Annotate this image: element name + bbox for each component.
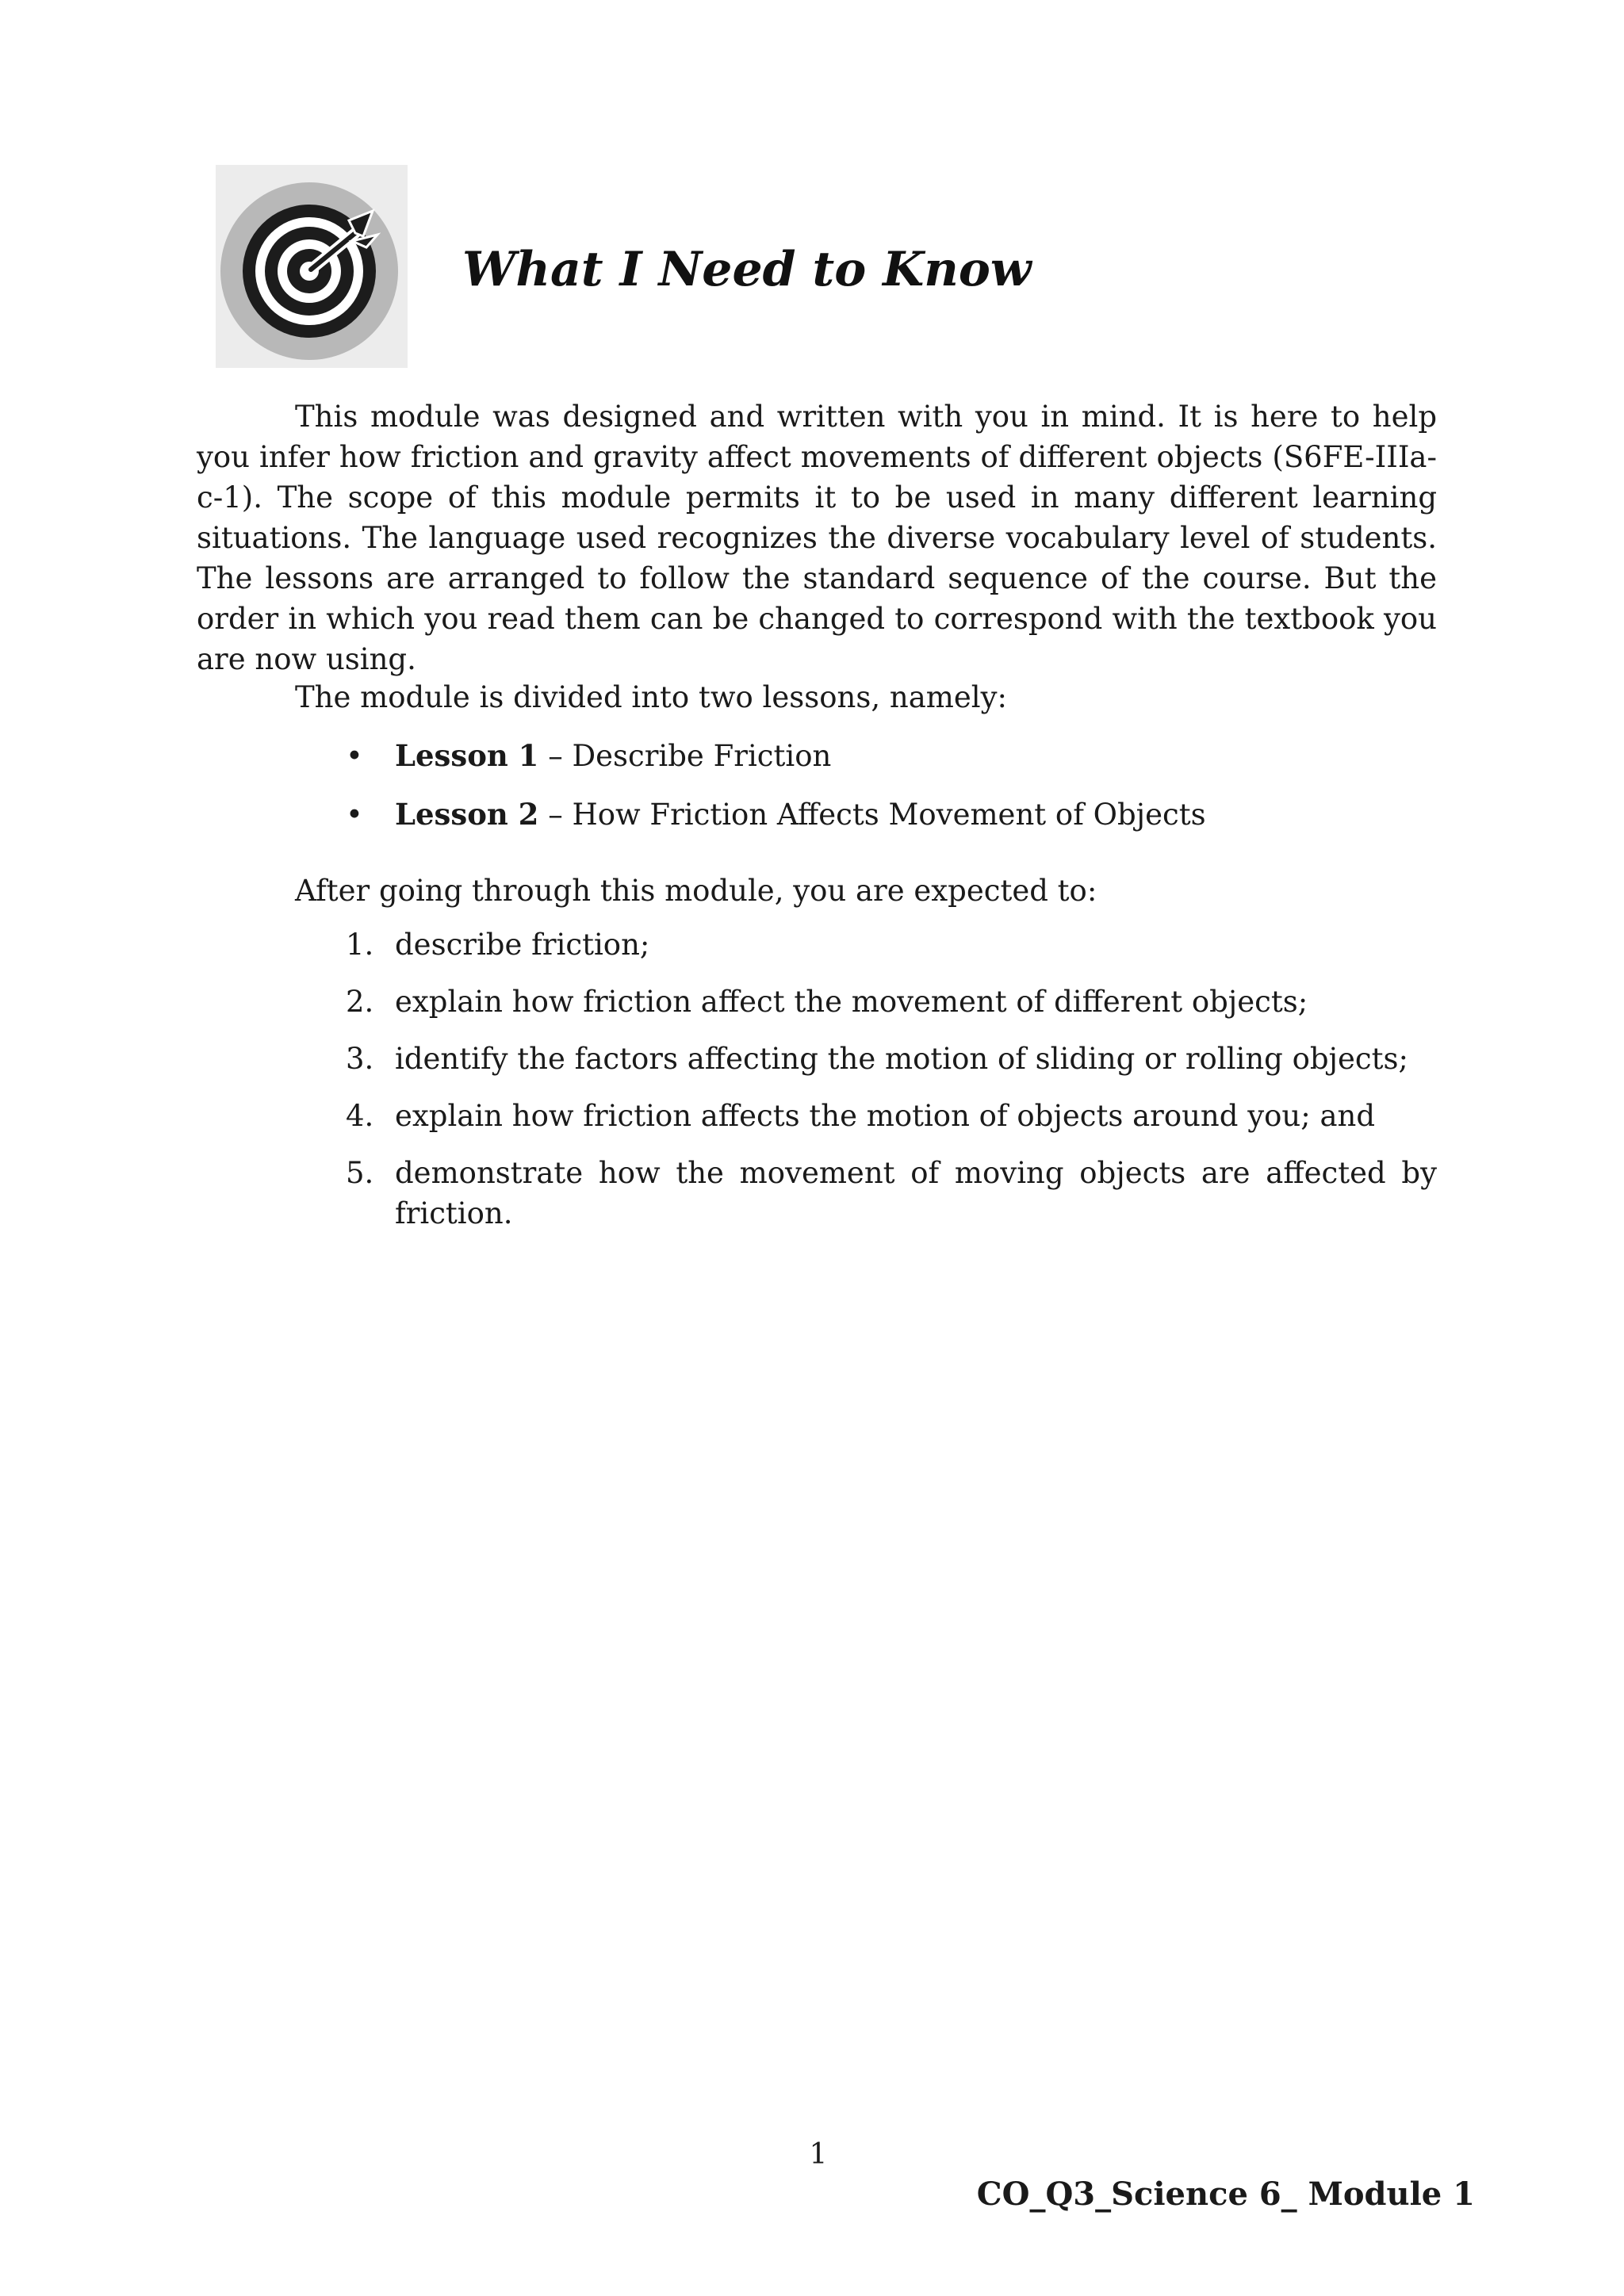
objective-text: identify the factors affecting the motion of sliding or rolling objects; xyxy=(395,1042,1408,1076)
objective-item xyxy=(341,1039,1437,1079)
objective-item xyxy=(341,982,1437,1022)
objective-text: describe friction; xyxy=(395,928,650,962)
lesson-name: Lesson 2 xyxy=(395,797,539,832)
bullet-icon: • xyxy=(346,798,363,832)
objectives-lead-text: After going through this module, you are expected to: xyxy=(295,874,1097,908)
lesson-name: Lesson 1 xyxy=(395,738,539,773)
objective-number: 1. xyxy=(346,928,374,962)
intro-paragraph: This module was designed and written with you in mind. It is here to help you infer how friction and gravity affect movements of different objects (S6FE-IIIa-c-1). The scope of this module permits it to be used in many different learning situations. The language used recognizes the diverse vocabulary level of students. The lessons are arranged to follow the standard sequence of the course. But the order in which you read them can be changed to correspond with the textbook you are now using. xyxy=(197,400,1437,676)
lesson-description: – How Friction Affects Movement of Objects xyxy=(538,798,1206,832)
objective-text: explain how friction affect the movement of different objects; xyxy=(395,985,1308,1019)
lesson-description: – Describe Friction xyxy=(538,739,832,773)
objective-list xyxy=(341,924,1437,1250)
target-with-arrow-icon xyxy=(216,165,408,368)
bullet-icon: • xyxy=(346,739,363,773)
page-number: 1 xyxy=(809,2138,828,2171)
objective-number: 4. xyxy=(346,1099,374,1133)
objective-text: demonstrate how the movement of moving objects are affected by friction. xyxy=(395,1156,1437,1230)
lesson-item xyxy=(341,794,1206,835)
objective-item xyxy=(341,1096,1437,1136)
objective-item xyxy=(341,924,1437,965)
objective-number: 2. xyxy=(346,985,374,1019)
lessons-lead-text: The module is divided into two lessons, namely: xyxy=(295,680,1007,714)
section-title: What I Need to Know xyxy=(462,242,1032,297)
objective-text: explain how friction affects the motion of objects around you; and xyxy=(395,1099,1376,1133)
lesson-list xyxy=(341,736,1206,853)
objective-number: 5. xyxy=(346,1156,374,1190)
lesson-item xyxy=(341,736,1206,776)
objective-number: 3. xyxy=(346,1042,374,1076)
module-code: CO_Q3_Science 6_ Module 1 xyxy=(976,2175,1475,2213)
objective-item xyxy=(341,1153,1437,1234)
